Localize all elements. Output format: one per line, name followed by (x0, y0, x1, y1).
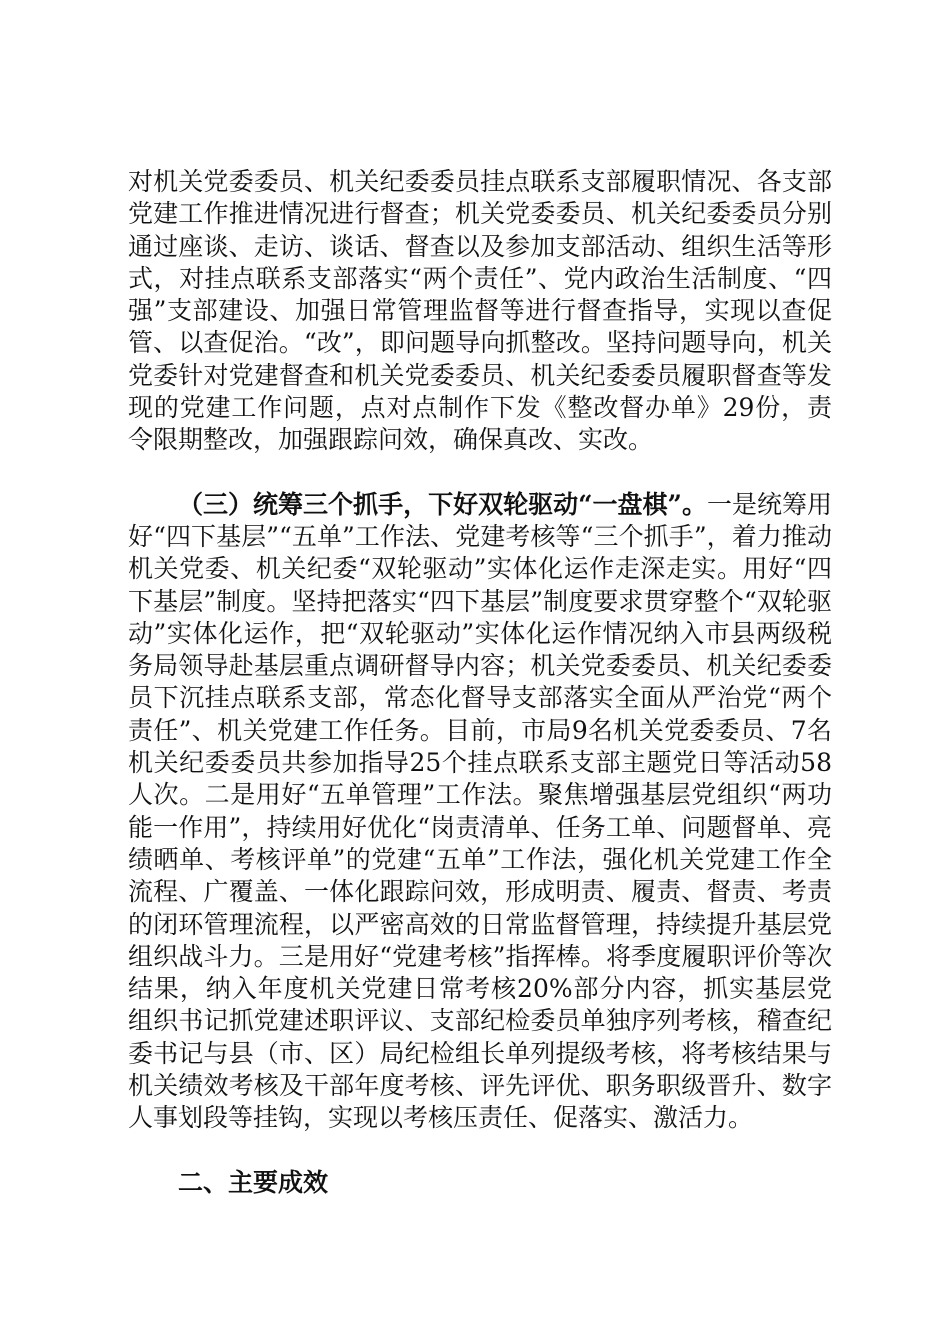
paragraph-spacer (128, 1135, 832, 1167)
document-body (128, 166, 832, 1199)
section-heading-main-results: 二、主要成效 (178, 1167, 329, 1197)
paragraph-subsection-three (128, 489, 832, 1135)
paragraph-continuation: 对机关党委委员、机关纪委委员挂点联系支部履职情况、各支部党建工作推进情况进行督查；机关党委委员、机关纪委委员分别通过座谈、走访、谈话、督查以及参加支部活动、组织生活等形式，对挂点联系支部落实“两个责任”、党内政治生活制度、“四强”支部建设、加强日常管理监督等进行督查指导，实现以查促管、以查促治。“改”，即问题导向抓整改。坚持问题导向，机关党委针对党建督查和机关党委委员、机关纪委委员履职督查等发现的党建工作问题，点对点制作下发《整改督办单》29份，责令限期整改，加强跟踪问效，确保真改、实改。 (128, 167, 832, 455)
subsection-heading: （三）统筹三个抓手，下好双轮驱动“一盘棋”。 (178, 489, 707, 519)
subsection-body: 一是统筹用好“四下基层”“五单”工作法、党建考核等“三个抓手”，着力推动机关党委、机关纪委“双轮驱动”实体化运作走深走实。用好“四下基层”制度。坚持把落实“四下基层”制度要求贯穿整个“双轮驱动”实体化运作，把“双轮驱动”实体化运作情况纳入市县两级税务局领导赴基层重点调研督导内容；机关党委委员、机关纪委委员下沉挂点联系支部，常态化督导支部落实全面从严治党“两个责任”、机关党建工作任务。目前，市局9名机关党委委员、7名机关纪委委员共参加指导25个挂点联系支部主题党日等活动58人次。二是用好“五单管理”工作法。聚焦增强基层党组织“两功能一作用”，持续用好优化“岗责清单、任务工单、问题督单、亮绩晒单、考核评单”的党建“五单”工作法，强化机关党建工作全流程、广覆盖、一体化跟踪问效，形成明责、履责、督责、考责的闭环管理流程，以严密高效的日常监督管理，持续提升基层党组织战斗力。三是用好“党建考核”指挥棒。将季度履职评价等次结果，纳入年度机关党建日常考核20%部分内容，抓实基层党组织书记抓党建述职评议、支部纪检委员单独序列考核，稽查纪委书记与县（市、区）局纪检组长单列提级考核，将考核结果与机关绩效考核及干部年度考核、评先评优、职务职级晋升、数字人事划段等挂钩，实现以考核压责任、促落实、激活力。 (128, 489, 832, 1133)
paragraph-spacer (128, 457, 832, 489)
